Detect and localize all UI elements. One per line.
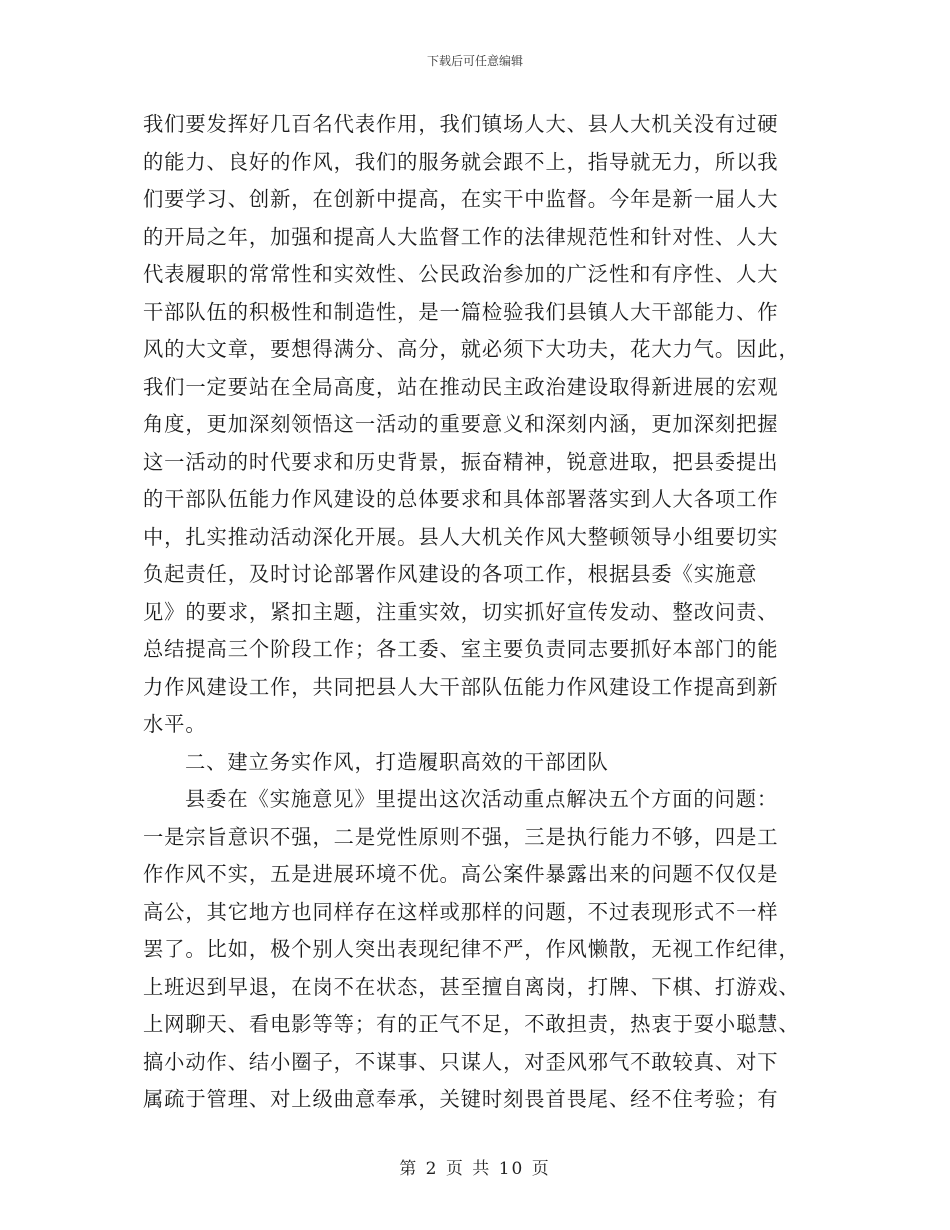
text-line: 我们一定要站在全局高度，站在推动民主政治建设取得新进展的宏观 <box>143 374 779 399</box>
text-line: 力作风建设工作，共同把县人大干部队伍能力作风建设工作提高到新 <box>143 674 779 699</box>
text-line: 的开局之年，加强和提高人大监督工作的法律规范性和针对性、人大 <box>143 224 779 249</box>
text-line: 的干部队伍能力作风建设的总体要求和具体部署落实到人大各项工作 <box>143 487 779 511</box>
text-line: 这一活动的时代要求和历史背景，振奋精神，锐意进取，把县委提出 <box>143 449 779 474</box>
text-line: 总结提高三个阶段工作；各工委、室主要负责同志要抓好本部门的能 <box>143 637 779 661</box>
text-line: 搞小动作、结小圈子，不谋事、只谋人，对歪风邪气不敢较真、对下 <box>143 1049 779 1074</box>
text-line: 代表履职的常常性和实效性、公民政治参加的广泛性和有序性、人大 <box>143 262 779 286</box>
text-line: 水平。 <box>143 712 207 736</box>
text-line: 县委在《实施意见》里提出这次活动重点解决五个方面的问题： <box>185 787 779 811</box>
text-line: 作作风不实，五是进展环境不优。高公案件暴露出来的问题不仅仅是 <box>143 862 779 886</box>
header-note: 下载后可任意编辑 <box>426 54 523 68</box>
text-line: 干部队伍的积极性和制造性，是一篇检验我们县镇人大干部能力、作 <box>143 299 779 324</box>
text-line: 我们要发挥好几百名代表作用，我们镇场人大、县人大机关没有过硬 <box>143 112 779 136</box>
text-line: 们要学习、创新，在创新中提高，在实干中监督。今年是新一届人大 <box>143 187 779 211</box>
text-line: 角度，更加深刻领悟这一活动的重要意义和深刻内涵，更加深刻把握 <box>143 412 779 436</box>
section-heading: 二、建立务实作风，打造履职高效的干部团队 <box>185 749 609 774</box>
text-line: 风的大文章，要想得满分、高分，就必须下大功夫，花大力气。因此， <box>143 337 800 361</box>
page-number: 第 2 页 共 10 页 <box>399 1159 551 1179</box>
text-line: 中，扎实推动活动深化开展。县人大机关作风大整顿领导小组要切实 <box>143 524 779 549</box>
body-text <box>143 106 808 1119</box>
text-line: 罢了。比如，极个别人突出表现纪律不严，作风懒散，无视工作纪律， <box>143 937 800 961</box>
text-line: 负起责任，及时讨论部署作风建设的各项工作，根据县委《实施意 <box>143 562 758 586</box>
text-line: 见》的要求，紧扣主题，注重实效，切实抓好宣传发动、整改问责、 <box>143 599 779 624</box>
text-line: 一是宗旨意识不强，二是党性原则不强，三是执行能力不够，四是工 <box>143 824 779 849</box>
text-line: 高公，其它地方也同样存在这样或那样的问题，不过表现形式不一样 <box>143 899 779 924</box>
text-line: 上班迟到早退，在岗不在状态，甚至擅自离岗，打牌、下棋、打游戏、 <box>143 974 800 999</box>
text-line: 属疏于管理、对上级曲意奉承，关键时刻畏首畏尾、经不住考验；有 <box>143 1087 779 1111</box>
text-line: 的能力、良好的作风，我们的服务就会跟不上，指导就无力，所以我 <box>143 149 779 174</box>
text-line: 上网聊天、看电影等等；有的正气不足，不敢担责，热衷于耍小聪慧、 <box>143 1012 800 1036</box>
